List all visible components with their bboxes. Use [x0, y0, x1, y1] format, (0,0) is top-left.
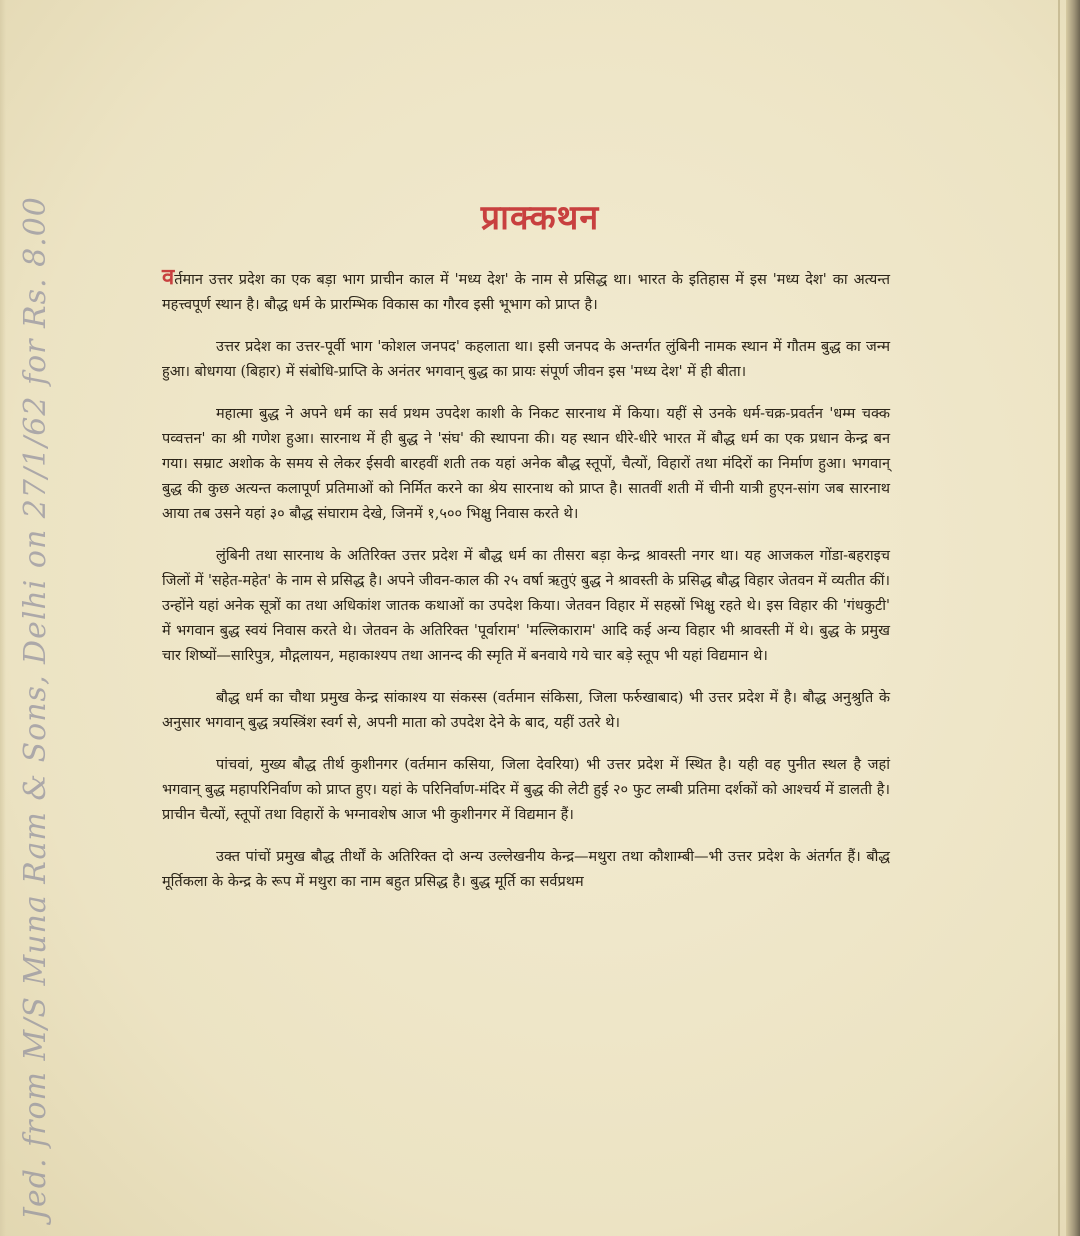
page-left-fold [0, 0, 6, 1236]
paragraph-2: उत्तर प्रदेश का उत्तर-पूर्वी भाग 'कोशल जनपद' कहलाता था। इसी जनपद के अन्तर्गत लुंबिनी नामक स्थान में गौतम बुद्ध का जन्म हुआ। बोधगया (बिहार) में संबोधि-प्राप्ति के अनंतर भगवान् बुद्ध का प्रायः संपूर्ण जीवन इस 'मध्य देश' में ही बीता। [162, 339, 890, 380]
page-edge-line [1058, 0, 1060, 1236]
paragraph-5: बौद्ध धर्म का चौथा प्रमुख केन्द्र सांकाश्य या संकस्स (वर्तमान संकिसा, जिला फर्रुखाबाद) भी उत्तर प्रदेश में है। बौद्ध अनुश्रुति के अनुसार भगवान् बुद्ध त्रयस्त्रिंश स्वर्ग से, अपनी माता को उपदेश देने के बाद, यहीं उतरे थे। [162, 690, 890, 731]
paragraph-4: लुंबिनी तथा सारनाथ के अतिरिक्त उत्तर प्रदेश में बौद्ध धर्म का तीसरा बड़ा केन्द्र श्रावस्ती नगर था। यह आजकल गोंडा-बहराइच जिलों में 'सहेत-महेत' के नाम से प्रसिद्ध है। अपने जीवन-काल की २५ वर्षा ऋतुएं बुद्ध ने श्रावस्ती के प्रसिद्ध बौद्ध विहार जेतवन में व्यतीत कीं। उन्होंने यहां अनेक सूत्रों का तथा अधिकांश जातक कथाओं का उपदेश किया। जेतवन विहार में सहस्रों भिक्षु रहते थे। इस विहार की 'गंधकुटी' में भगवान बुद्ध स्वयं निवास करते थे। जेतवन के अतिरिक्त 'पूर्वाराम' 'मल्लिकाराम' आदि कई अन्य विहार भी श्रावस्ती में थे। बुद्ध के प्रमुख चार शिष्यों—सारिपुत्र, मौद्गलायन, महाकाश्यप तथा आनन्द की स्मृति में बनवाये गये चार बड़े स्तूप भी यहां विद्यमान थे। [162, 548, 890, 664]
paragraph-3: महात्मा बुद्ध ने अपने धर्म का सर्व प्रथम उपदेश काशी के निकट सारनाथ में किया। यहीं से उनके धर्म-चक्र-प्रवर्तन 'धम्म चक्क पव्वत्तन' का श्री गणेश हुआ। सारनाथ में ही बुद्ध ने 'संघ' की स्थापना की। यह स्थान धीरे-धीरे भारत में बौद्ध धर्म का एक प्रधान केन्द्र बन गया। सम्राट अशोक के समय से लेकर ईसवी बारहवीं शती तक यहां अनेक बौद्ध स्तूपों, चैत्यों, विहारों तथा मंदिरों का निर्माण हुआ। भगवान् बुद्ध की कुछ अत्यन्त कलापूर्ण प्रतिमाओं को निर्मित करने का श्रेय सारनाथ को प्राप्त है। सातवीं शती में चीनी यात्री हुएन-सांग जब सारनाथ आया तब उसने यहां ३० बौद्ध संघाराम देखे, जिनमें १,५०० भिक्षु निवास करते थे। [162, 406, 890, 522]
page-title: प्राक्कथन [480, 198, 600, 238]
paragraph-6: पांचवां, मुख्य बौद्ध तीर्थ कुशीनगर (वर्तमान कसिया, जिला देवरिया) भी उत्तर प्रदेश में स्थित है। यही वह पुनीत स्थल है जहां भगवान् बुद्ध महापरिनिर्वाण को प्राप्त हुए। यहां के परिनिर्वाण-मंदिर में बुद्ध की लेटी हुई २० फुट लम्बी प्रतिमा दर्शकों को आश्चर्य में डालती है। प्राचीन चैत्यों, स्तूपों तथा विहारों के भग्नावशेष आज भी कुशीनगर में विद्यमान हैं। [162, 757, 890, 823]
paragraph-7: उक्त पांचों प्रमुख बौद्ध तीर्थों के अतिरिक्त दो अन्य उल्लेखनीय केन्द्र—मथुरा तथा कौशाम्बी—भी उत्तर प्रदेश के अंतर्गत हैं। बौद्ध मूर्तिकला के केन्द्र के रूप में मथुरा का नाम बहुत प्रसिद्ध है। बुद्ध मूर्ति का सर्वप्रथम [162, 849, 890, 890]
paragraph-1 [162, 265, 890, 318]
paragraph-1-text: र्तमान उत्तर प्रदेश का एक बड़ा भाग प्राचीन काल में 'मध्य देश' के नाम से प्रसिद्ध था। भारत के इतिहास में इस 'मध्य देश' का अत्यन्त महत्त्वपूर्ण स्थान है। बौद्ध धर्म के प्रारम्भिक विकास का गौरव इसी भूभाग को प्राप्त है। [162, 272, 890, 313]
body-text [162, 265, 890, 912]
drop-cap: व [162, 264, 175, 290]
page-right-edge [1066, 0, 1080, 1236]
handwritten-margin-note: Jed. from M/S Muna Ram & Sons, Delhi on 27/1/62 for Rs. 8.00 [18, 196, 53, 1220]
